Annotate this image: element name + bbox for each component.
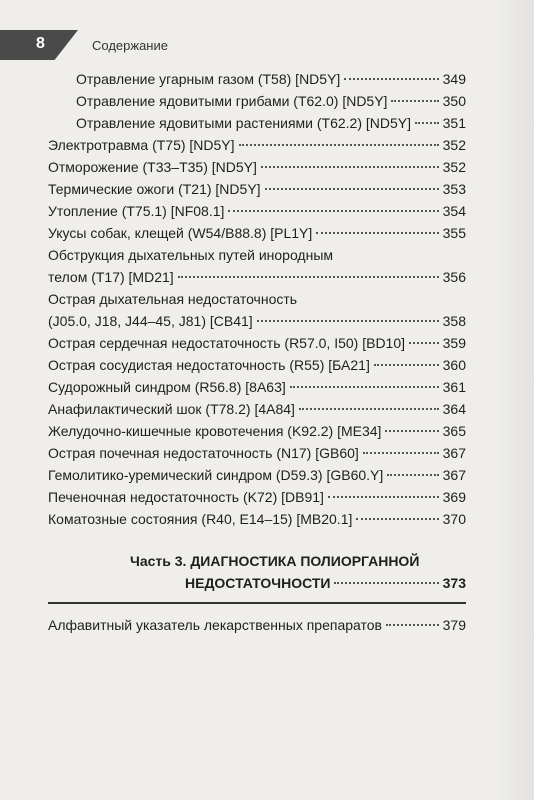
toc-entry-title: Гемолитико-уремический синдром (D59.3) [GB60.Y] bbox=[48, 467, 384, 483]
leader-dots bbox=[239, 144, 439, 146]
toc-entry-page: 354 bbox=[442, 203, 466, 219]
toc-entry bbox=[48, 354, 466, 376]
leader-dots bbox=[387, 474, 438, 476]
toc-entry bbox=[48, 442, 466, 464]
toc-entry-title: Судорожный синдром (R56.8) [8A63] bbox=[48, 379, 286, 395]
toc-entry bbox=[48, 90, 466, 112]
toc-entry-title: Утопление (T75.1) [NF08.1] bbox=[48, 203, 225, 219]
toc-entry bbox=[48, 134, 466, 156]
leader-dots bbox=[409, 342, 439, 344]
toc-entry-title: Отравление ядовитыми растениями (T62.2) [ND5Y] bbox=[76, 115, 411, 131]
toc-entry-title-cont: телом (T17) [MD21] bbox=[48, 269, 174, 285]
toc-entry-title: Острая почечная недостаточность (N17) [GB60] bbox=[48, 445, 359, 461]
toc-entry-page: 352 bbox=[442, 137, 466, 153]
toc-entry-page: 365 bbox=[442, 423, 466, 439]
toc-entry-page: 349 bbox=[442, 71, 466, 87]
toc-entry bbox=[48, 288, 466, 332]
toc-entry bbox=[48, 464, 466, 486]
page-header bbox=[0, 30, 534, 60]
leader-dots bbox=[316, 232, 438, 234]
index-title: Алфавитный указатель лекарственных препаратов bbox=[48, 617, 382, 633]
part-page-number: 373 bbox=[442, 575, 466, 591]
page-number: 8 bbox=[36, 35, 45, 52]
toc-entry-page: 350 bbox=[442, 93, 466, 109]
part-title-line2 bbox=[130, 572, 466, 594]
toc-entries bbox=[48, 68, 466, 530]
toc-entry bbox=[48, 508, 466, 530]
toc-entry-page: 360 bbox=[442, 357, 466, 373]
toc-entry-title: Коматозные состояния (R40, E14–15) [MB20.1] bbox=[48, 511, 353, 527]
running-title: Содержание bbox=[92, 38, 168, 53]
toc-entry bbox=[48, 200, 466, 222]
toc-entry bbox=[48, 420, 466, 442]
toc-entry-page: 367 bbox=[442, 445, 466, 461]
toc-entry-page: 361 bbox=[442, 379, 466, 395]
toc-entry-page: 369 bbox=[442, 489, 466, 505]
leader-dots bbox=[356, 518, 438, 520]
leader-dots bbox=[257, 320, 439, 322]
leader-dots bbox=[415, 122, 439, 124]
toc-entry-title: Острая дыхательная недостаточность bbox=[48, 291, 298, 307]
toc-entry-title: Укусы собак, клещей (W54/B88.8) [PL1Y] bbox=[48, 225, 313, 241]
toc-entry-title: Электротравма (T75) [ND5Y] bbox=[48, 137, 235, 153]
toc-entry-title: Отморожение (T33–T35) [ND5Y] bbox=[48, 159, 257, 175]
toc-entry-page: 367 bbox=[442, 467, 466, 483]
toc-entry-title: Острая сердечная недостаточность (R57.0, I50) [BD10] bbox=[48, 335, 406, 351]
toc-entry bbox=[48, 68, 466, 90]
toc-entry-title: Печеночная недостаточность (K72) [DB91] bbox=[48, 489, 324, 505]
toc-entry-title: Острая сосудистая недостаточность (R55) [БА21] bbox=[48, 357, 370, 373]
leader-dots bbox=[374, 364, 439, 366]
toc-entry-page: 370 bbox=[442, 511, 466, 527]
part-title-line1: Часть 3. ДИАГНОСТИКА ПОЛИОРГАННОЙ bbox=[130, 553, 420, 569]
divider bbox=[48, 602, 466, 604]
toc-entry-page: 353 bbox=[442, 181, 466, 197]
toc-entry-title: Анафилактический шок (T78.2) [4A84] bbox=[48, 401, 295, 417]
toc-entry bbox=[48, 398, 466, 420]
leader-dots bbox=[386, 624, 439, 626]
leader-dots bbox=[228, 210, 438, 212]
leader-dots bbox=[344, 78, 438, 80]
toc-entry bbox=[48, 332, 466, 354]
table-of-contents bbox=[48, 68, 466, 636]
leader-dots bbox=[178, 276, 439, 278]
toc-entry-page: 351 bbox=[442, 115, 466, 131]
toc-entry-page: 359 bbox=[442, 335, 466, 351]
toc-entry-page: 356 bbox=[442, 269, 466, 285]
leader-dots bbox=[334, 582, 438, 584]
toc-entry-page: 358 bbox=[442, 313, 466, 329]
leader-dots bbox=[363, 452, 439, 454]
toc-entry bbox=[48, 156, 466, 178]
toc-entry-title: Желудочно-кишечные кровотечения (K92.2) [ME34] bbox=[48, 423, 382, 439]
leader-dots bbox=[328, 496, 439, 498]
toc-entry bbox=[48, 222, 466, 244]
leader-dots bbox=[391, 100, 438, 102]
leader-dots bbox=[290, 386, 439, 388]
toc-entry-title: Термические ожоги (T21) [ND5Y] bbox=[48, 181, 261, 197]
leader-dots bbox=[385, 430, 438, 432]
toc-entry bbox=[48, 244, 466, 288]
toc-part-heading bbox=[48, 550, 466, 594]
toc-entry-title: Обструкция дыхательных путей инородным bbox=[48, 247, 334, 263]
toc-entry-title: Отравление ядовитыми грибами (T62.0) [ND5Y] bbox=[76, 93, 388, 109]
toc-entry-page: 355 bbox=[442, 225, 466, 241]
toc-entry bbox=[48, 376, 466, 398]
part-title-text: НЕДОСТАТОЧНОСТИ bbox=[185, 575, 331, 591]
toc-entry-index bbox=[48, 614, 466, 636]
toc-entry-title: Отравление угарным газом (T58) [ND5Y] bbox=[76, 71, 341, 87]
toc-entry-page: 352 bbox=[442, 159, 466, 175]
scan-shadow bbox=[494, 0, 534, 800]
toc-entry-page: 364 bbox=[442, 401, 466, 417]
toc-entry bbox=[48, 178, 466, 200]
toc-entry bbox=[48, 112, 466, 134]
toc-entry bbox=[48, 486, 466, 508]
leader-dots bbox=[265, 188, 439, 190]
leader-dots bbox=[261, 166, 439, 168]
toc-entry-title-cont: (J05.0, J18, J44–45, J81) [CB41] bbox=[48, 313, 253, 329]
leader-dots bbox=[299, 408, 439, 410]
index-page-number: 379 bbox=[442, 617, 466, 633]
